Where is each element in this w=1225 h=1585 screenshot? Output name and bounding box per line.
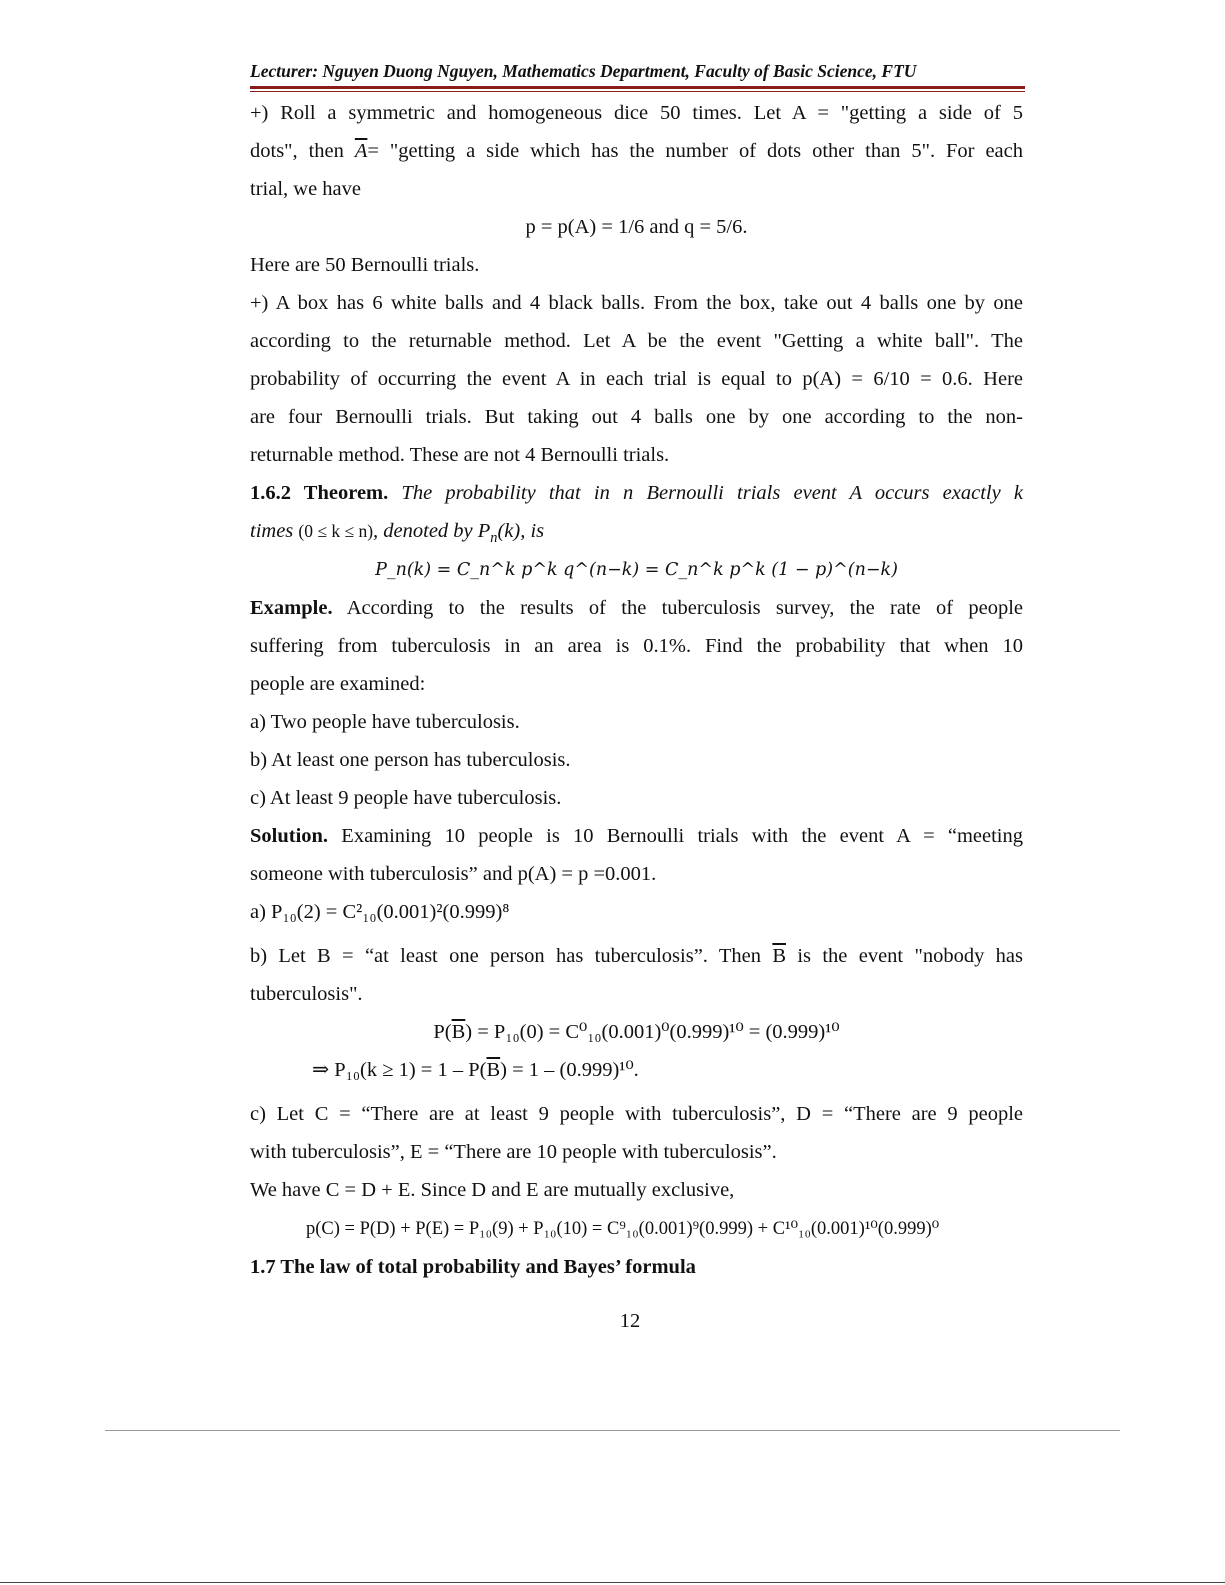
solution-line1: Solution. Examining 10 people is 10 Bernoulli trials with the event A = “meeting [250,825,1024,847]
theorem-line1: 1.6.2 Theorem. The probability that in n Bernoulli trials event A occurs exactly k [250,482,1023,504]
solution-c-line3: We have C = D + E. Since D and E are mutually exclusive, [250,1179,735,1201]
example-line2: suffering from tuberculosis in an area is 0.1%. Find the probability that when 10 [250,635,1023,657]
ex2-line2: according to the returnable method. Let A be the event "Getting a white ball". The [250,330,1023,352]
page-number: 12 [619,1310,641,1332]
solution-line2: someone with tuberculosis” and p(A) = p =0.001. [250,863,657,885]
page-bottom-edge [0,1582,1225,1583]
ex1-line2: dots", then $\overline{A}=$ "getting a side which has the number of dots other than 5". For each [250,140,1023,162]
formula-implication: ⇒ $P_{10}(k \ge 1) = 1 - P(\overline{B}) = 1 - (0.999)^{10}$. [312,1059,639,1081]
example-label: Example. [250,597,333,619]
solution-a: a) P₁₀(2) = C²₁₀(0.001)²(0.999)⁸ [250,901,510,923]
bernoulli-formula: P_n(k) = C_n^k p^k q^(n−k) = C_n^k p^k (1 − p)^(n−k) [375,560,898,580]
ex2-line5: returnable method. These are not 4 Bernoulli trials. [250,444,670,466]
question-b: b) At least one person has tuberculosis. [250,749,571,771]
question-a: a) Two people have tuberculosis. [250,711,520,733]
ex1-conclusion: Here are 50 Bernoulli trials. [250,254,480,276]
ex2-line3: probability of occurring the event A in each trial is equal to p(A) = 6/10 = 0.6. Here [250,368,1023,390]
ex2-line4: are four Bernoulli trials. But taking out 4 balls one by one according to the non- [250,406,1023,428]
solution-b-line2: tuberculosis". [250,983,363,1005]
solution-c-line2: with tuberculosis”, E = “There are 10 people with tuberculosis”. [250,1141,777,1163]
example-line1: Example. According to the results of the tuberculosis survey, the rate of people [250,597,1023,619]
solution-label: Solution. [250,825,329,847]
complement-b: $\overline{B}$ [772,945,787,967]
complement-a: $\overline{A}$ [354,140,368,162]
theorem-line2: times (0 ≤ k ≤ n), denoted by $P_n(k)$, is [250,520,545,547]
theorem-label: 1.6.2 Theorem. [250,482,389,504]
page-content [250,94,1023,1286]
header-rule-thin [250,91,1025,92]
question-c: c) At least 9 people have tuberculosis. [250,787,562,809]
example-line3: people are examined: [250,673,426,695]
ex1-line3: trial, we have [250,178,361,200]
section-heading: 1.7 The law of total probability and Bayes’ formula [250,1256,696,1278]
footer-rule [105,1430,1120,1431]
page-header: Lecturer: Nguyen Duong Nguyen, Mathematics Department, Faculty of Basic Science, FTU [250,61,917,81]
solution-b-line1: b) Let B = “at least one person has tuberculosis”. Then $\overline{B}$ is the event "nobody has [250,945,1023,967]
ex1-line1: +) Roll a symmetric and homogeneous dice 50 times. Let A = "getting a side of 5 [250,102,1023,124]
ex2-line1: +) A box has 6 white balls and 4 black balls. From the box, take out 4 balls one by one [250,292,1023,314]
solution-c-line1: c) Let C = “There are at least 9 people with tuberculosis”, D = “There are 9 people [250,1103,1023,1125]
ex1-formula: p = p(A) = 1/6 and q = 5/6. [525,216,748,238]
formula-pc: p(C) = P(D) + P(E) = P₁₀(9) + P₁₀(10) = C⁹₁₀(0.001)⁹(0.999) + C¹⁰₁₀(0.001)¹⁰(0.999)⁰ [306,1219,940,1239]
header-rule-thick [250,86,1025,89]
formula-pb: $P(\overline{B}) = P_{10}(0) = C^0_{10}(0.001)^0(0.999)^{10} = (0.999)^{10}$ [433,1021,840,1043]
